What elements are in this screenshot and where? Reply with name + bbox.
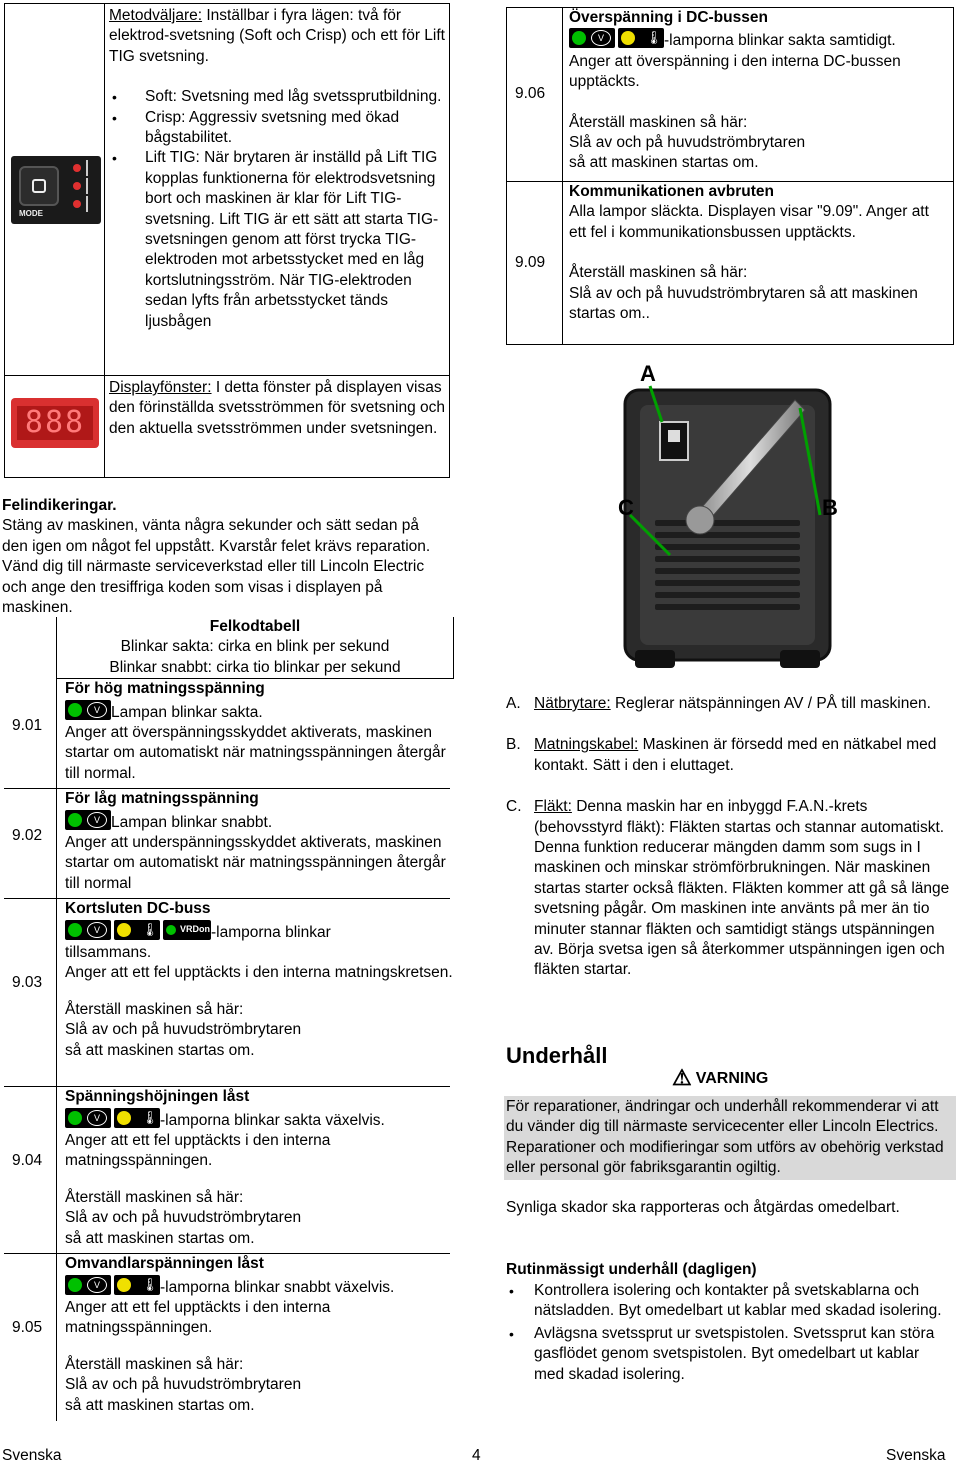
electrode-icon (86, 160, 96, 176)
fault-title: Spänningshöjningen låst (65, 1088, 250, 1106)
mode-text-cell (105, 4, 450, 376)
led-thermal-icon: 🌡 (618, 28, 664, 48)
warning-icon: ⚠ (672, 1065, 692, 1090)
led-green-undervolt-icon: V (65, 810, 111, 830)
fault-desc: Anger att underspänningsskyddet aktiverats, maskinen startar om automatiskt när matningsspänningen återgår till normal (65, 834, 446, 892)
fault-code: 9.05 (12, 1319, 43, 1337)
fault-reset: Återställ maskinen så här: Slå av och på huvudströmbrytaren så att maskinen startas om. (65, 1355, 302, 1414)
fault-section (2, 496, 448, 618)
led-vrd-icon: VRDon (163, 920, 211, 940)
machine-illustration (600, 360, 860, 680)
fault-desc: Anger att överspänning i den interna DC-bussen upptäckts. (569, 52, 901, 91)
display-panel (11, 398, 99, 448)
fault-lamp-line: V 🌡 -lamporna blinkar sakta växelvis. (65, 1108, 454, 1131)
fault-row-902 (4, 789, 450, 899)
mode-led-1 (73, 164, 81, 172)
display-text-cell (105, 376, 450, 478)
routine-item: • Kontrollera isolering och kontakter på svetskablarna och nätsladden. Byt omedelbart ut kablar med skadad isolering. (506, 1281, 952, 1322)
fault-code: 9.04 (12, 1152, 43, 1170)
footer-right: Svenska (886, 1447, 946, 1464)
routine-list (506, 1281, 952, 1385)
mode-button (19, 166, 59, 206)
damage-text: Synliga skador ska rapporteras och åtgärdas omedelbart. (506, 1199, 900, 1216)
electrode-crisp-icon (86, 178, 96, 194)
label-c: C (618, 495, 634, 520)
fault-lamp-line: V 🌡 VRDon -lamporna blinkar (65, 920, 454, 943)
label-b: B (822, 495, 838, 520)
fault-heading: Felindikeringar. (2, 497, 117, 514)
fault-code: 9.02 (12, 827, 43, 845)
fault-title: Överspänning i DC-bussen (569, 9, 768, 26)
fault-code: 9.03 (12, 974, 43, 992)
fault-row-901 (4, 679, 450, 789)
warning-title: ⚠ VARNING (672, 1065, 769, 1090)
label-a: A (640, 361, 656, 386)
fault-lamp-line-2: tillsammans. (65, 944, 152, 962)
fault-row-903 (4, 899, 453, 1087)
mode-panel (11, 156, 101, 224)
fault-row-body (56, 789, 454, 899)
fault-table-fast: Blinkar snabbt: cirka tio blinkar per sekund (109, 658, 401, 676)
fault-row-905 (4, 1254, 450, 1421)
fault-code: 9.06 (515, 85, 546, 103)
led-thermal-icon: 🌡 (114, 1275, 160, 1295)
fault-row-body (56, 1087, 454, 1254)
fault-row-body (56, 679, 454, 789)
mode-button-square-icon (32, 179, 46, 193)
fault-lamp-line: V Lampan blinkar sakta. (65, 700, 454, 723)
led-thermal-icon: 🌡 (114, 1108, 160, 1128)
fault-table-header (56, 617, 454, 679)
led-green-icon: V (65, 1275, 111, 1295)
right-fault-table (506, 7, 954, 345)
fault-code: 9.01 (12, 717, 43, 735)
fault-row-body (56, 1254, 454, 1421)
fault-table-slow: Blinkar sakta: cirka en blink per sekund (120, 638, 390, 656)
display-text: I detta fönster på displayen visas den förinställda svetsströmmen för svetsning och den aktuella svetsströmmen under svetsningen. (109, 379, 445, 437)
fault-reset: Återställ maskinen så här: Slå av och på huvudströmbrytaren så att maskinen startas om.. (569, 264, 918, 323)
mode-title: Metodväljare: (109, 7, 203, 24)
mode-image-cell (5, 4, 105, 376)
fault-row-body (563, 182, 954, 345)
fault-reset: Återställ maskinen så här: Slå av och på huvudströmbrytaren så att maskinen startas om. (65, 1188, 302, 1247)
fault-reset: Återställ maskinen så här: Slå av och på huvudströmbrytaren så att maskinen startas om. (569, 113, 806, 172)
fault-reset: Återställ maskinen så här: Slå av och på huvudströmbrytaren så att maskinen startas om. (65, 1000, 302, 1059)
fault-title: Kortsluten DC-buss (65, 900, 211, 918)
warning-box: För reparationer, ändringar och underhåll rekommenderar vi att du vänder dig till närmaste servicecenter eller Lincoln Electrics. Reparationer och modifieringar som utförs av obehörig verkstad eller personal gör fabriksgarantin ogiltig. (504, 1096, 956, 1180)
fault-title: För låg matningsspänning (65, 790, 259, 808)
maintenance-heading: Underhåll (506, 1043, 608, 1068)
mode-bullets (109, 87, 445, 332)
fault-code: 9.09 (515, 253, 546, 271)
display-digits: 888 (17, 406, 93, 440)
fault-table (4, 617, 453, 1421)
led-green-icon: V (65, 920, 111, 940)
fault-desc: Anger att överspänningsskyddet aktiverats, maskinen startar om automatiskt när matningsspänningen återgår till normal. (65, 724, 446, 782)
mode-intro: Metodväljare: Inställbar i fyra lägen: två för elektrod-svetsning (Soft och Crisp) och ett för Lift TIG svetsning. (109, 7, 445, 65)
fault-desc: Anger att ett fel upptäckts i den interna matningsspänningen. (65, 1132, 331, 1170)
fault-title: För hög matningsspänning (65, 680, 265, 698)
part-b: B. Matningskabel: Maskinen är försedd med en nätkabel med kontakt. Sätt i den i eluttaget. (506, 736, 937, 774)
fault-code-cell (507, 8, 563, 182)
routine-item: • Avlägsna svetssprut ur svetspistolen. Svetssprut kan störa gasflödet genom svetspistolen. Byt omedelbart ut kablar med skadad isolering. (506, 1324, 952, 1385)
mode-led-3 (73, 200, 81, 208)
parts-list (506, 694, 956, 981)
fault-row-body (56, 899, 454, 1087)
part-c: C. Fläkt: Denna maskin har en inbyggd F.A.N.-krets (behovsstyrd fläkt): Fläkten startas och stannar automatiskt. Denna funktion reducerar mängden damm som sugs in I maskinen och minskar strömförbrukningen. När maskinen startas starter också fläkten. Fläkten kommer att gå så länge svetsning pågår. Om maskinen inte använts på mer än tio minuter stannar fläkten och samtidigt stängs utspänningen av. Börja svetsa igen så återkommer utspänningen igen och fläkten startar. (506, 798, 950, 979)
mode-bullet-soft: • Soft: Svetsning med låg svetssprutbildning. (109, 87, 445, 107)
mode-bullet-crisp: • Crisp: Aggressiv svetsning med ökad bågstabilitet. (109, 108, 445, 149)
routine-heading: Rutinmässigt underhåll (dagligen) (506, 1261, 757, 1278)
mode-led-2 (73, 182, 81, 190)
fault-lamp-line: V Lampan blinkar snabbt. (65, 810, 454, 833)
fault-desc: Alla lampor släckta. Displayen visar "9.09". Anger att ett fel i kommunikationsbussen upptäckts. (569, 203, 929, 241)
display-image-cell (5, 376, 105, 478)
footer-left: Svenska (2, 1447, 62, 1464)
led-green-overvolt-icon: V (65, 700, 111, 720)
fault-row-body (563, 8, 954, 182)
fault-title: Kommunikationen avbruten (569, 183, 774, 200)
fault-desc: Anger att ett fel upptäckts i den interna matningsspänningen. (65, 1299, 331, 1337)
fault-desc: Anger att ett fel upptäckts i den interna matningskretsen. (65, 964, 453, 982)
mode-bullet-lifttig: • Lift TIG: När brytaren är inställd på Lift TIG kopplas funktionerna för elektrodsvetsning bort och maskinen är klar för Lift TIG-svetsning. Lift TIG är ett sätt att starta TIG-svetsningen genom att först trycka TIG-elektroden mot arbetsstycket med en låg kortslutningsström. När TIG-elektroden sedan lyfts från arbetsstycket tänds ljusbågen (109, 148, 445, 332)
fault-table-title: Felkodtabell (209, 618, 301, 635)
footer-page: 4 (472, 1447, 481, 1464)
control-table (4, 3, 450, 478)
fault-lamp-line: V 🌡 -lamporna blinkar sakta samtidigt. (569, 28, 949, 51)
mode-label: MODE (19, 209, 43, 218)
led-thermal-icon: 🌡 (114, 920, 160, 940)
led-green-icon: V (569, 28, 615, 48)
led-green-icon: V (65, 1108, 111, 1128)
fault-code-cell (507, 182, 563, 345)
tig-icon (86, 196, 96, 212)
part-a: A. Nätbrytare: Reglerar nätspänningen AV / PÅ till maskinen. (506, 695, 931, 712)
fault-row-904 (4, 1087, 450, 1254)
display-title: Displayfönster: (109, 379, 212, 396)
fault-text: Stäng av maskinen, vänta några sekunder och sätt sedan på den igen om något fel uppstått. Kvarstår felet krävs reparation. Vänd dig till närmaste serviceverkstad eller till Lincoln Electric och ange den tresiffriga koden som visas i displayen på maskinen. (2, 517, 431, 617)
fault-title: Omvandlarspänningen låst (65, 1255, 264, 1273)
fault-lamp-line: V 🌡 -lamporna blinkar snabbt växelvis. (65, 1275, 454, 1298)
